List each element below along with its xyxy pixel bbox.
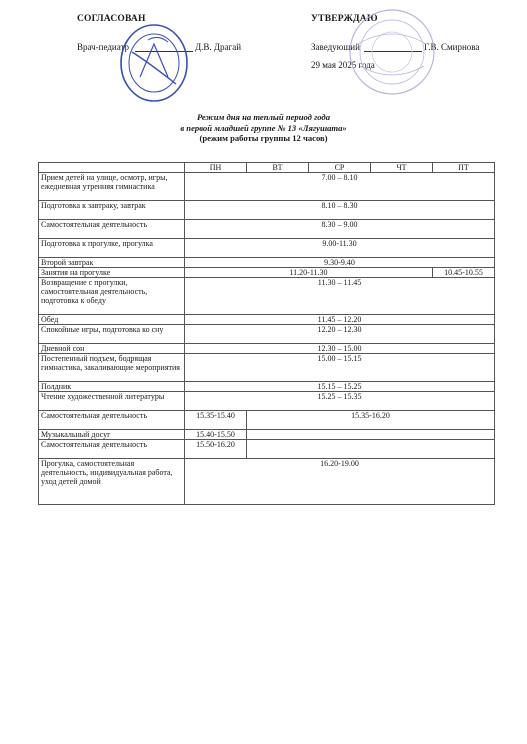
time-cell: 12.30 – 15.00 [185,344,495,354]
agreed-name: Д.В. Драгай [195,42,242,52]
table-row [39,354,495,382]
activity-cell: Полдник [39,382,185,392]
activity-cell: Дневной сон [39,344,185,354]
time-cell: 12.20 – 12.30 [185,325,495,344]
time-cell-monday: 15.35-15.40 [185,411,247,430]
approve-date: 29 мая 2025 года [311,60,375,70]
header-activity [39,163,185,173]
table-row [39,344,495,354]
time-cell: 9.30-9.40 [185,258,495,268]
header-day: ВТ [247,163,309,173]
activity-cell: Спокойные игры, подготовка ко сну [39,325,185,344]
activity-cell: Занятия на прогулке [39,268,185,278]
agreed-heading: СОГЛАСОВАН [77,14,146,24]
time-cell: 11.20-11.30 [185,268,433,278]
time-cell: 8.30 – 9.00 [185,220,495,239]
time-cell: 16.20-19.00 [185,459,495,505]
header-day: ПН [185,163,247,173]
time-cell: 15.15 – 15.25 [185,382,495,392]
table-row [39,411,495,430]
agreed-role: Врач-педиатр [77,42,130,52]
approve-heading: УТВЕРЖДАЮ [311,14,378,24]
activity-cell: Музыкальный досуг [39,430,185,440]
table-row [39,220,495,239]
round-stamp-left [118,22,190,104]
table-row [39,325,495,344]
time-cell-monday: 15.50-16.20 [185,440,247,459]
time-cell-friday: 10.45-10.55 [433,268,495,278]
table-row [39,440,495,459]
header-day: ЧТ [371,163,433,173]
table-row [39,239,495,258]
time-cell-monday: 15.40-15.50 [185,430,247,440]
header-day: СР [309,163,371,173]
title-line-3: (режим работы группы 12 часов) [199,133,328,143]
activity-cell: Самостоятельная деятельность [39,411,185,430]
activity-cell: Самостоятельная деятельность [39,440,185,459]
activity-cell: Чтение художественной литературы [39,392,185,411]
table-row [39,430,495,440]
document-title [0,112,527,144]
activity-cell: Подготовка к завтраку, завтрак [39,201,185,220]
title-line-2: в первой младшей группе № 13 «Лягушата» [180,122,347,133]
table-row [39,459,495,505]
time-cell: 8.10 – 8.30 [185,201,495,220]
activity-cell: Прием детей на улице, осмотр, игры, ежедневная утренняя гимнастика [39,173,185,201]
time-cell: 15.25 – 15.35 [185,392,495,411]
time-cell: 15.00 – 15.15 [185,354,495,382]
time-cell-rest: 15.35-16.20 [247,411,495,430]
empty-cell [247,430,495,440]
empty-cell [247,440,495,459]
table-row [39,173,495,201]
table-row [39,382,495,392]
table-row [39,268,495,278]
activity-cell: Обед [39,315,185,325]
table-header-row [39,163,495,173]
schedule-table [38,162,495,505]
activity-cell: Второй завтрак [39,258,185,268]
title-line-1: Режим дня на теплый период года [196,112,330,122]
round-stamp-right [346,4,438,100]
header-day: ПТ [433,163,495,173]
activity-cell: Самостоятельная деятельность [39,220,185,239]
activity-cell: Возвращение с прогулки, самостоятельная деятельность, подготовка к обеду [39,278,185,315]
table-row [39,258,495,268]
table-row [39,278,495,315]
approve-role: Заведующий [311,42,360,52]
time-cell: 9.00-11.30 [185,239,495,258]
time-cell: 7.00 – 8.10 [185,173,495,201]
activity-cell: Подготовка к прогулке, прогулка [39,239,185,258]
activity-cell: Постепенный подъем, бодрящая гимнастика, закаливающие мероприятия [39,354,185,382]
table-row [39,315,495,325]
approve-name: Г.В. Смирнова [424,42,480,52]
activity-cell: Прогулка, самостоятельная деятельность, индивидуальная работа, уход детей домой [39,459,185,505]
time-cell: 11.30 – 11.45 [185,278,495,315]
table-row [39,201,495,220]
time-cell: 11.45 – 12.20 [185,315,495,325]
table-row [39,392,495,411]
